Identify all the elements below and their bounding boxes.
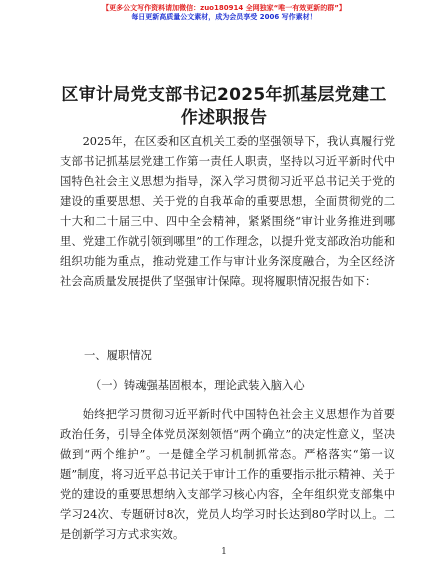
promo-banner-line-1: 【更多公文写作资料请加微信：zuo180914 全网独家“唯一有效更新的群”】 [102, 4, 346, 12]
document-title: 区审计局党支部书记2025年抓基层党建工作述职报告 [61, 85, 387, 128]
body-paragraph: 始终把学习贯彻习近平新时代中国特色社会主义思想作为首要政治任务，引导全体党员深刻领悟“两个确立”的决定性意义，坚决做到“两个维护”。一是健全学习机制抓常态。严格落实“第一议题”制度，将习近平总书记关于审计工作的重要指示批示精神、关于党的建设的重要思想纳入支部学习核心内容，全年组织党支部集中学习24次、专题研讨8次，党员人均学习时长达到80学时以上。二是创新学习方式求实效。 [60, 408, 395, 541]
section-heading: 一、履职情况 [84, 349, 152, 362]
promo-banner [0, 4, 448, 22]
intro-paragraph: 2025年，在区委和区直机关工委的坚强领导下，我认真履行党支部书记抓基层党建工作第一责任人职责，坚持以习近平新时代中国特色社会主义思想为指导，深入学习贯彻习近平总书记关于党的建设的重要思想、关于党的自我革命的重要思想，全面贯彻党的二十大和二十届三中、四中全会精神，紧紧围绕“审计业务推进到哪里、党建工作就引领到哪里”的工作理念，以提升党支部政治功能和组织功能为重点，推动党建工作与审计业务深度融合，为全区经济社会高质量发展提供了坚强审计保障。现将履职情况报告如下： [60, 135, 395, 288]
promo-banner-line-2: 每日更新高质量公文素材，成为会员享受 2006 写作素材！ [131, 13, 317, 21]
page-number: 1 [221, 547, 227, 557]
subsection-heading: （一）铸魂强基固根本，理论武装入脑入心 [90, 379, 305, 392]
